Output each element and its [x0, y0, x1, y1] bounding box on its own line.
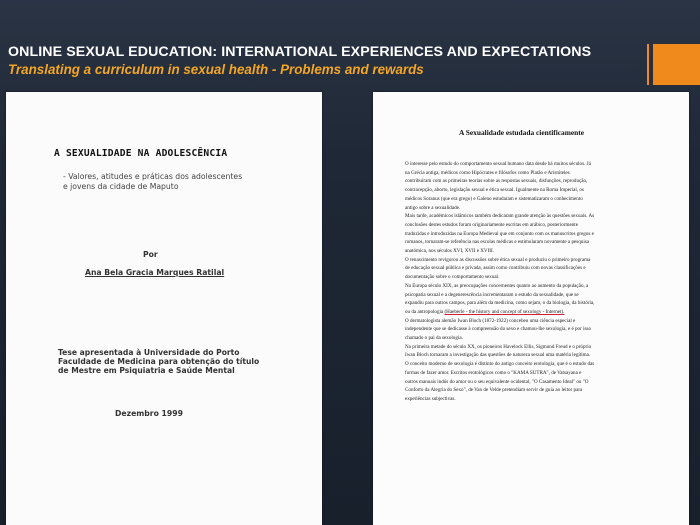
body-line-text: antigo sobre a sexualidade.	[405, 204, 461, 211]
body-line	[405, 395, 673, 404]
body-line	[405, 204, 673, 213]
body-line-text: expandiu para outros campos, para além da medicina, como sejam, o da biologia, da história,	[405, 300, 595, 307]
body-line-text: Iwan Bloch tornaram a investigação das questões de natureza sexual uma matéria legítima.	[405, 352, 591, 359]
body-line-text: documentação sobre o comportamento sexual.	[405, 274, 500, 281]
reference-link[interactable]: (Haeberle - the history and concept of sexology - Internet).	[444, 308, 565, 315]
body-line-text: O dermatologista alemão Iwan Bloch (1872-1922) concebeu uma ciência especial e	[405, 317, 576, 324]
body-line	[405, 343, 673, 352]
body-line-text: anatómica, nos séculos XVI, XVII e XVIII.	[405, 248, 494, 255]
body-line	[405, 177, 673, 186]
body-line	[405, 195, 673, 204]
cover-subtitle-line: - Valores, atitudes e práticas dos adolescentes	[63, 172, 243, 181]
body-line-text: Na Europa século XIX, as preocupações concernentes quanto ao aumento da população, a	[405, 282, 589, 289]
body-line-text: psicopatia sexual e a degenerescência incrementaram o estudo da sexualidade, que se	[405, 291, 579, 298]
body-line-text: conclusões destes estudos foram originariamente escritas em arábico, posteriormente	[405, 221, 578, 228]
body-line	[405, 186, 673, 195]
slide-subtitle: Translating a curriculum in sexual health - Problems and rewards	[8, 62, 424, 77]
body-line	[405, 160, 673, 169]
thesis-line: Tese apresentada à Universidade do Porto	[58, 348, 240, 357]
body-line	[405, 230, 673, 239]
body-line-text: independente que se dedicasse à compreensão do sexo e chamou-lhe sexologia, e é por isso	[405, 326, 591, 333]
cover-subtitle	[63, 172, 242, 192]
body-line	[405, 291, 673, 300]
body-line-text: traduzidas e introduzidas na Europa Medieval que em conjunto com os manuscritos gregos e	[405, 230, 594, 237]
body-line-text: médicos Soranus (que era grego) e Galeno estudaram e sistematizaram o conhecimento	[405, 195, 583, 202]
thesis-cover-page	[6, 92, 322, 525]
body-line	[405, 282, 673, 291]
body-line-text: outros manuais indús do amor ou o seu equivalente ocidental, "O Casamento Ideal" ou "O	[405, 378, 589, 385]
body-line	[405, 378, 673, 387]
cover-thesis-statement	[58, 348, 259, 376]
body-line-text: ou da antropologia	[405, 308, 444, 315]
body-line-text: contracepção, aborto, legislação sexual e ética sexual. Igualmente na Roma Imperial, os	[405, 187, 584, 194]
body-line-text: formas de fazer amor. Escritos erotológicos como o "KAMA SUTRA", de Vatsayana e	[405, 369, 582, 376]
body-line	[405, 351, 673, 360]
section-body	[405, 160, 673, 404]
thesis-line: de Mestre em Psiquiatria e Saúde Mental	[58, 366, 235, 376]
body-line	[405, 386, 673, 395]
body-line	[405, 299, 673, 308]
body-line	[405, 308, 673, 317]
body-line	[405, 325, 673, 334]
body-line-text: Conforto da Alegria do Sexo", de Van de Velde pretendiam servir de guia ao leitor para	[405, 387, 583, 394]
body-line	[405, 264, 673, 273]
body-line	[405, 256, 673, 265]
slide-header	[8, 44, 638, 77]
body-line-text: romanos, tornaram-se referência nas escolas médicas e estimularam novamente a pesquisa	[405, 239, 590, 246]
body-line-text: experiências subjectivas.	[405, 395, 456, 402]
body-line	[405, 212, 673, 221]
thesis-line: Faculdade de Medicina para obtenção do título	[58, 357, 260, 367]
body-line	[405, 360, 673, 369]
body-line	[405, 334, 673, 343]
body-line	[405, 238, 673, 247]
body-line-text: Na primeira metade do século XX, os pioneiros Havelock Ellis, Sigmund Freud e o próprio	[405, 343, 592, 350]
body-line	[405, 317, 673, 326]
cover-title: A SEXUALIDADE NA ADOLESCÊNCIA	[54, 148, 228, 159]
body-line-text: na Grécia antiga, médicos como Hipócrates e filósofos como Platão e Aristóteles	[405, 169, 570, 176]
body-line	[405, 369, 673, 378]
body-line-text: contribuíram com as primeiras teorias sobre as respostas sexuais, disfunções, reprodução,	[405, 178, 588, 185]
body-line-text: O conceito moderno de sexologia é distinto do antigo conceito erotologia, que é o estudo das	[405, 361, 595, 368]
slide-title: ONLINE SEXUAL EDUCATION: INTERNATIONAL EXPERIENCES AND EXPECTATIONS	[8, 44, 592, 60]
body-line-text: chamado o pai da sexologia.	[405, 335, 463, 342]
cover-author: Ana Bela Gracia Marques Ratilal	[85, 268, 225, 277]
cover-subtitle-line: e jovens da cidade de Maputo	[63, 182, 179, 191]
body-line-text: O interesse pelo estudo do comportamento sexual humano data desde há muitos séculos. Já	[405, 161, 591, 167]
body-line	[405, 273, 673, 282]
accent-block	[653, 44, 700, 85]
thesis-text-page	[373, 92, 689, 525]
body-line-text: Mais tarde, académicos islâmicos também dedicaram grande atenção às questões sexuais. As	[405, 213, 595, 220]
body-line	[405, 221, 673, 230]
body-line-text: O renascimento revigorou as discussões sobre ética sexual e produziu o primeiro programa	[405, 256, 591, 263]
accent-divider	[647, 44, 649, 85]
section-heading: A Sexualidade estudada cientificamente	[459, 128, 585, 137]
cover-by-label: Por	[143, 250, 158, 259]
body-line-text: de educação sexual pública e privada, assim como contribuiu com novas classificações e	[405, 265, 586, 272]
body-line	[405, 247, 673, 256]
body-line	[405, 169, 673, 178]
cover-date: Dezembro 1999	[115, 409, 183, 418]
